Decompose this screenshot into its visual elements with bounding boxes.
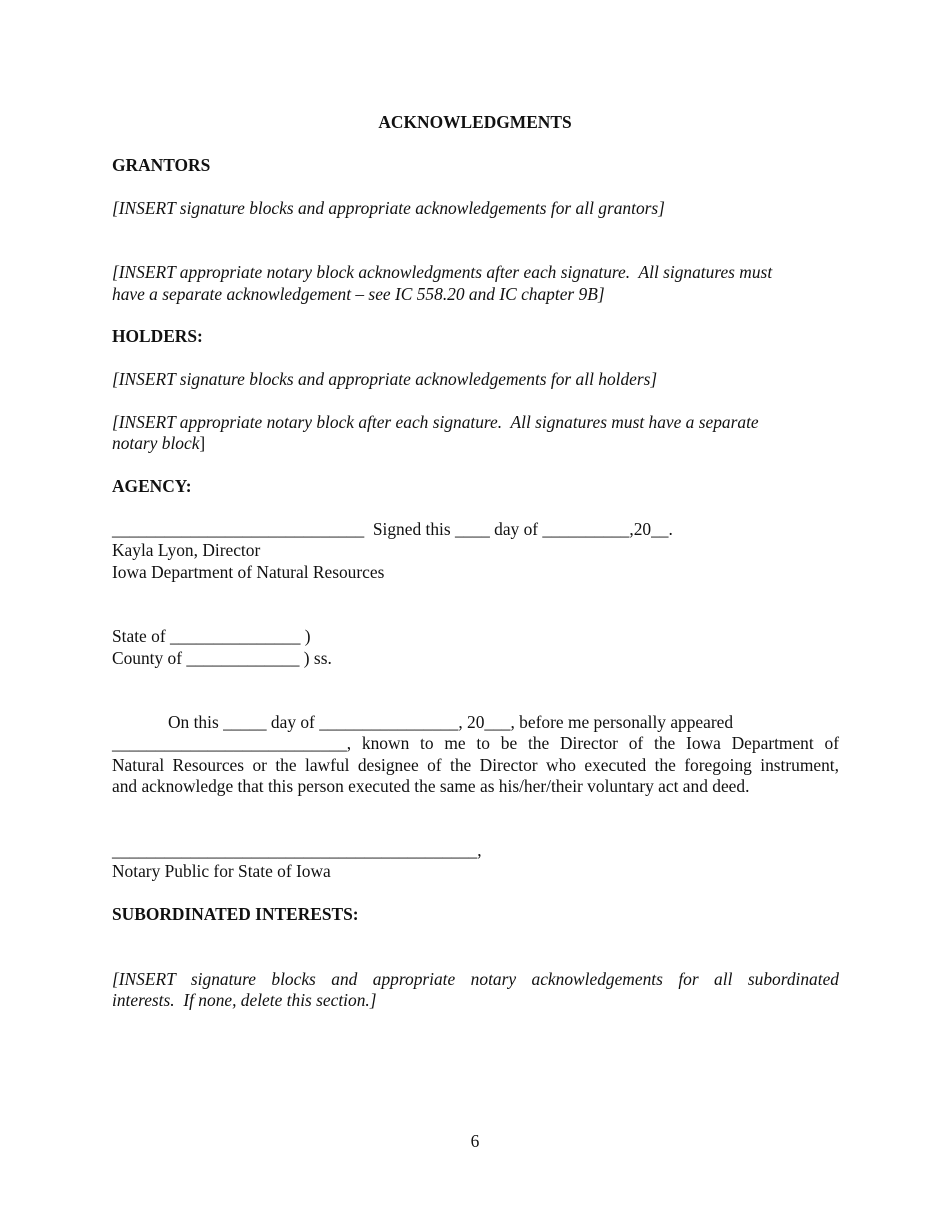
subordinated-instruction-line1: [INSERT signature blocks and appropriate notary acknowledgements for all subordinated [112,969,839,989]
grantors-instruction-2-line2: have a separate acknowledgement – see IC 558.20 and IC chapter 9B] [112,284,605,304]
holders-instruction-2-italic: notary block [112,433,200,453]
agency-heading: AGENCY: [112,476,192,496]
page-number: 6 [470,1131,480,1151]
subordinated-heading: SUBORDINATED INTERESTS: [112,904,359,924]
notary-line-1: On this _____ day of ________________, 20___, before me personally appeared [168,712,734,732]
agency-signer-name: Kayla Lyon, Director [112,540,261,560]
notary-signature-line: __________________________________________, [112,840,482,860]
grantors-instruction-1: [INSERT signature blocks and appropriate acknowledgements for all grantors] [112,198,665,218]
agency-signer-org: Iowa Department of Natural Resources [112,562,385,582]
holders-instruction-1: [INSERT signature blocks and appropriate acknowledgements for all holders] [112,369,658,389]
holders-instruction-2-end: ] [199,433,206,453]
grantors-instruction-2-line1: [INSERT appropriate notary block acknowledgments after each signature. All signatures must [112,262,773,282]
notary-line-3: Natural Resources or the lawful designee of the Director who executed the foregoing instrument, [112,755,839,775]
subordinated-instruction-line2: interests. If none, delete this section.] [112,990,377,1010]
holders-heading: HOLDERS: [112,326,203,346]
county-line: County of _____________ ) ss. [112,648,332,668]
notary-line-4: and acknowledge that this person executed the same as his/her/their voluntary act and deed. [112,776,750,796]
holders-instruction-2-line2 [112,433,205,455]
notary-caption: Notary Public for State of Iowa [112,861,331,881]
notary-line-2: ___________________________, known to me to be the Director of the Iowa Department of [112,733,839,753]
state-line: State of _______________ ) [112,626,311,646]
agency-signature-line: _____________________________ Signed this ____ day of __________,20__. [112,519,673,539]
page-title: ACKNOWLEDGMENTS [378,112,572,132]
holders-instruction-2-line1: [INSERT appropriate notary block after each signature. All signatures must have a separate [112,412,759,432]
grantors-heading: GRANTORS [112,155,211,175]
